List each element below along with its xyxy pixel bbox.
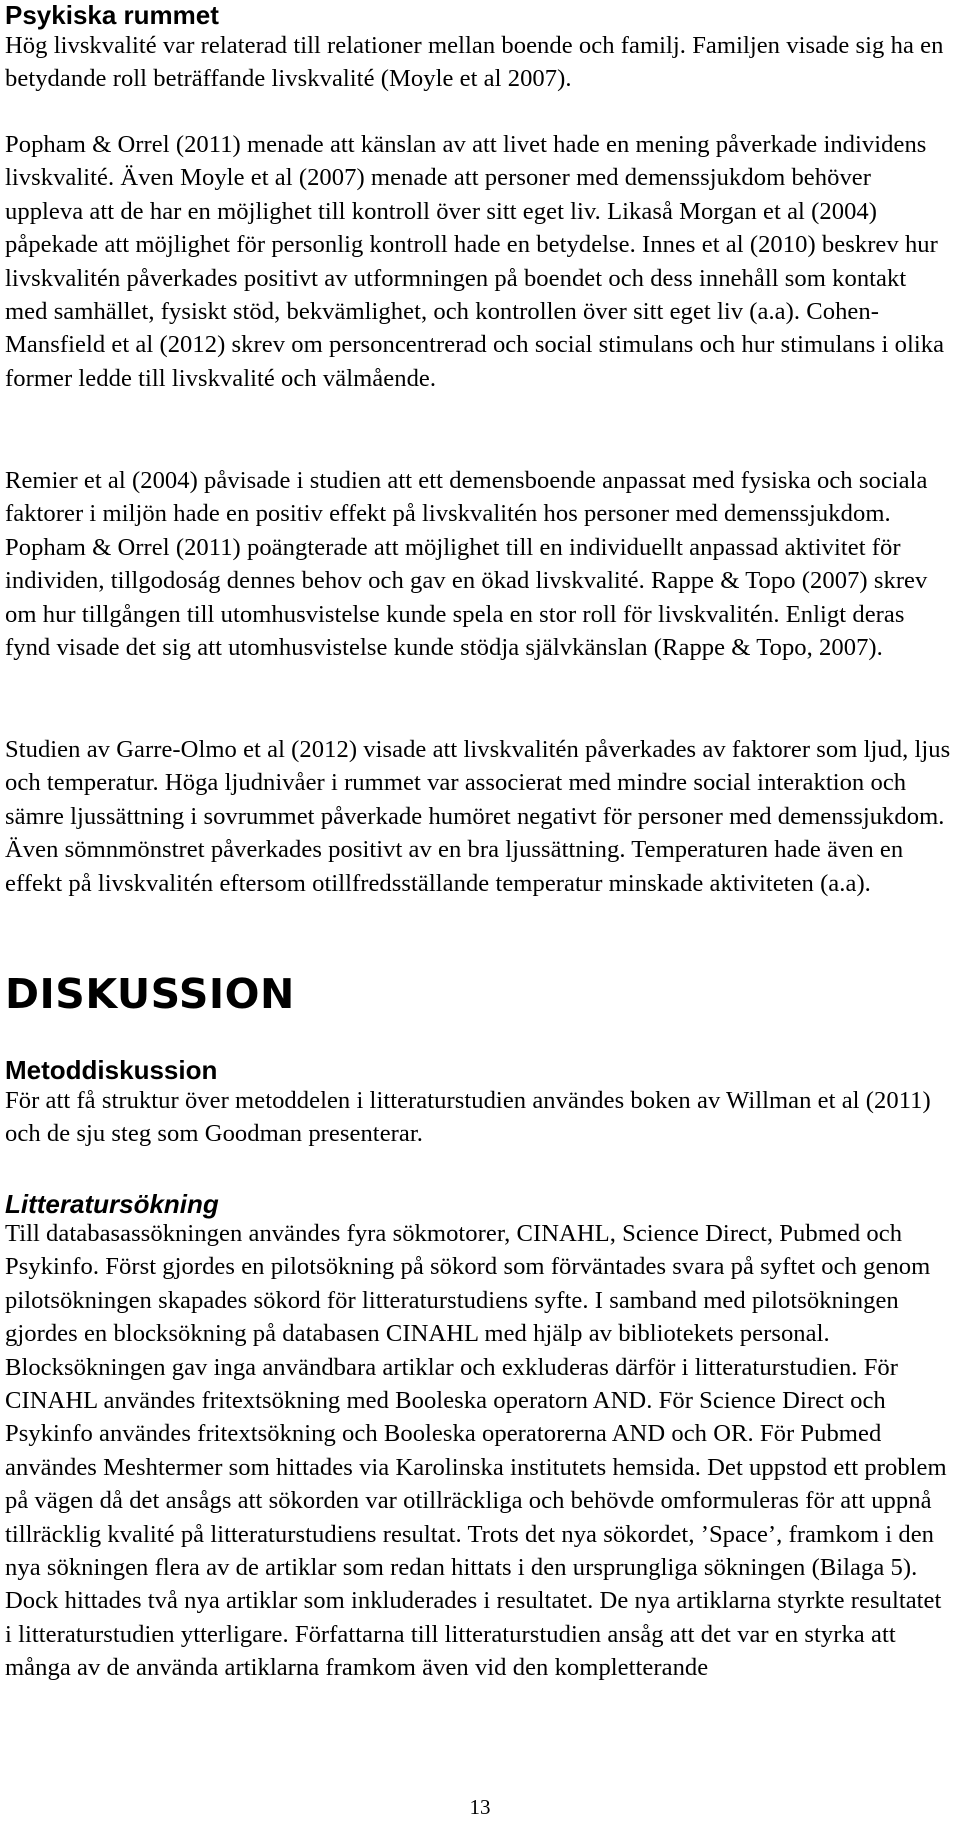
paragraph-familj: Hög livskvalité var relaterad till relationer mellan boende och familj. Familjen visade sig ha en betydande roll beträffande livskvalité (Moyle et al 2007). [5,32,944,93]
paragraph-miljo: Remier et al (2004) påvisade i studien att ett demensboende anpassat med fysiska och sociala faktorer i miljön hade en positiv effekt på livskvalitén hos personer med demenssjukdom. Popham & Orrel (2011) poängterade att möjlighet till en individuellt anpassad aktivitet för individen, tillgodoság dennes behov och gav en ökad livskvalité. Rappe & Topo (2007) skrev om hur tillgången till utomhusvistelse kunde spela en stor roll för livskvalitén. Enligt deras fynd visade det sig att utomhusvistelse kunde stödja självkänslan (Rappe & Topo, 2007). [5,467,928,662]
subsection-heading-litteratursokning: Litteratursökning [5,1189,219,1219]
page-number: 13 [469,1795,491,1819]
paragraph-metoddiskussion: För att få struktur över metoddelen i litteraturstudien användes boken av Willman et al (2011) och de sju steg som Goodman presenterar. [5,1087,931,1148]
section-heading-metoddiskussion: Metoddiskussion [5,1055,218,1085]
paragraph-litteratursokning: Till databasassökningen användes fyra sökmotorer, CINAHL, Science Direct, Pubmed och Psykinfo. Först gjordes en pilotsökning på sökord som förväntades svara på syftet och genom pilotsökningen skapades sökord för litteraturstudiens syfte. I samband med pilotsökningen gjordes en blocksökning på databasen CINAHL med hjälp av bibliotekets personal. Blocksökningen gav inga användbara artiklar och exkluderas därför i litteraturstudien. För CINAHL användes fritextsökning med Booleska operatorn AND. För Science Direct och Psykinfo användes fritextsökning och Booleska operatorerna AND och OR. För Pubmed användes Meshtermer som hittades via Karolinska institutets hemsida. Det uppstod ett problem på vägen då det ansågs att sökorden var otillräckliga och behövde omformuleras för att uppnå tillräcklig kvalité på litteraturstudiens resultat. Trots det nya sökordet, ’Space’, framkom i den nya sökningen flera av de artiklar som redan hittats i den ursprungliga sökningen (Bilaga 5). Dock hittades två nya artiklar som inkluderades i resultatet. De nya artiklarna styrkte resultatet i litteraturstudien ytterligare. Författarna till litteraturstudien ansåg att det var en styrka att många av de använda artiklarna framkom även vid den kompletterande [5,1220,947,1682]
paragraph-ljud-ljus: Studien av Garre-Olmo et al (2012) visade att livskvalitén påverkades av faktorer som ljud, ljus och temperatur. Höga ljudnivåer i rummet var associerat med mindre social interaktion och sämre ljussättning i sovrummet påverkade humöret negativt för personer med demenssjukdom. Även sömnmönstret påverkades positivt av en bra ljussättning. Temperaturen hade även en effekt på livskvalitén eftersom otillfredsställande temperatur minskade aktiviteten (a.a). [5,736,951,897]
paragraph-mening: Popham & Orrel (2011) menade att känslan av att livet hade en mening påverkade individens livskvalité. Även Moyle et al (2007) menade att personer med demenssjukdom behöver uppleva att de har en möjlighet till kontroll över sitt eget liv. Likaså Morgan et al (2004) påpekade att möjlighet för personlig kontroll hade en betydelse. Innes et al (2010) beskrev hur livskvalitén påverkades positivt av utformningen på boendet och dess innehåll som kontakt med samhället, fysiskt stöd, bekvämlighet, och kontrollen över sitt eget liv (a.a). Cohen-Mansfield et al (2012) skrev om personcentrerad och social stimulans och hur stimulans i olika former ledde till livskvalité och välmående. [5,131,945,392]
chapter-heading-diskussion: DISKUSSION [5,970,295,1018]
section-heading-psykiska-rummet: Psykiska rummet [5,0,219,30]
